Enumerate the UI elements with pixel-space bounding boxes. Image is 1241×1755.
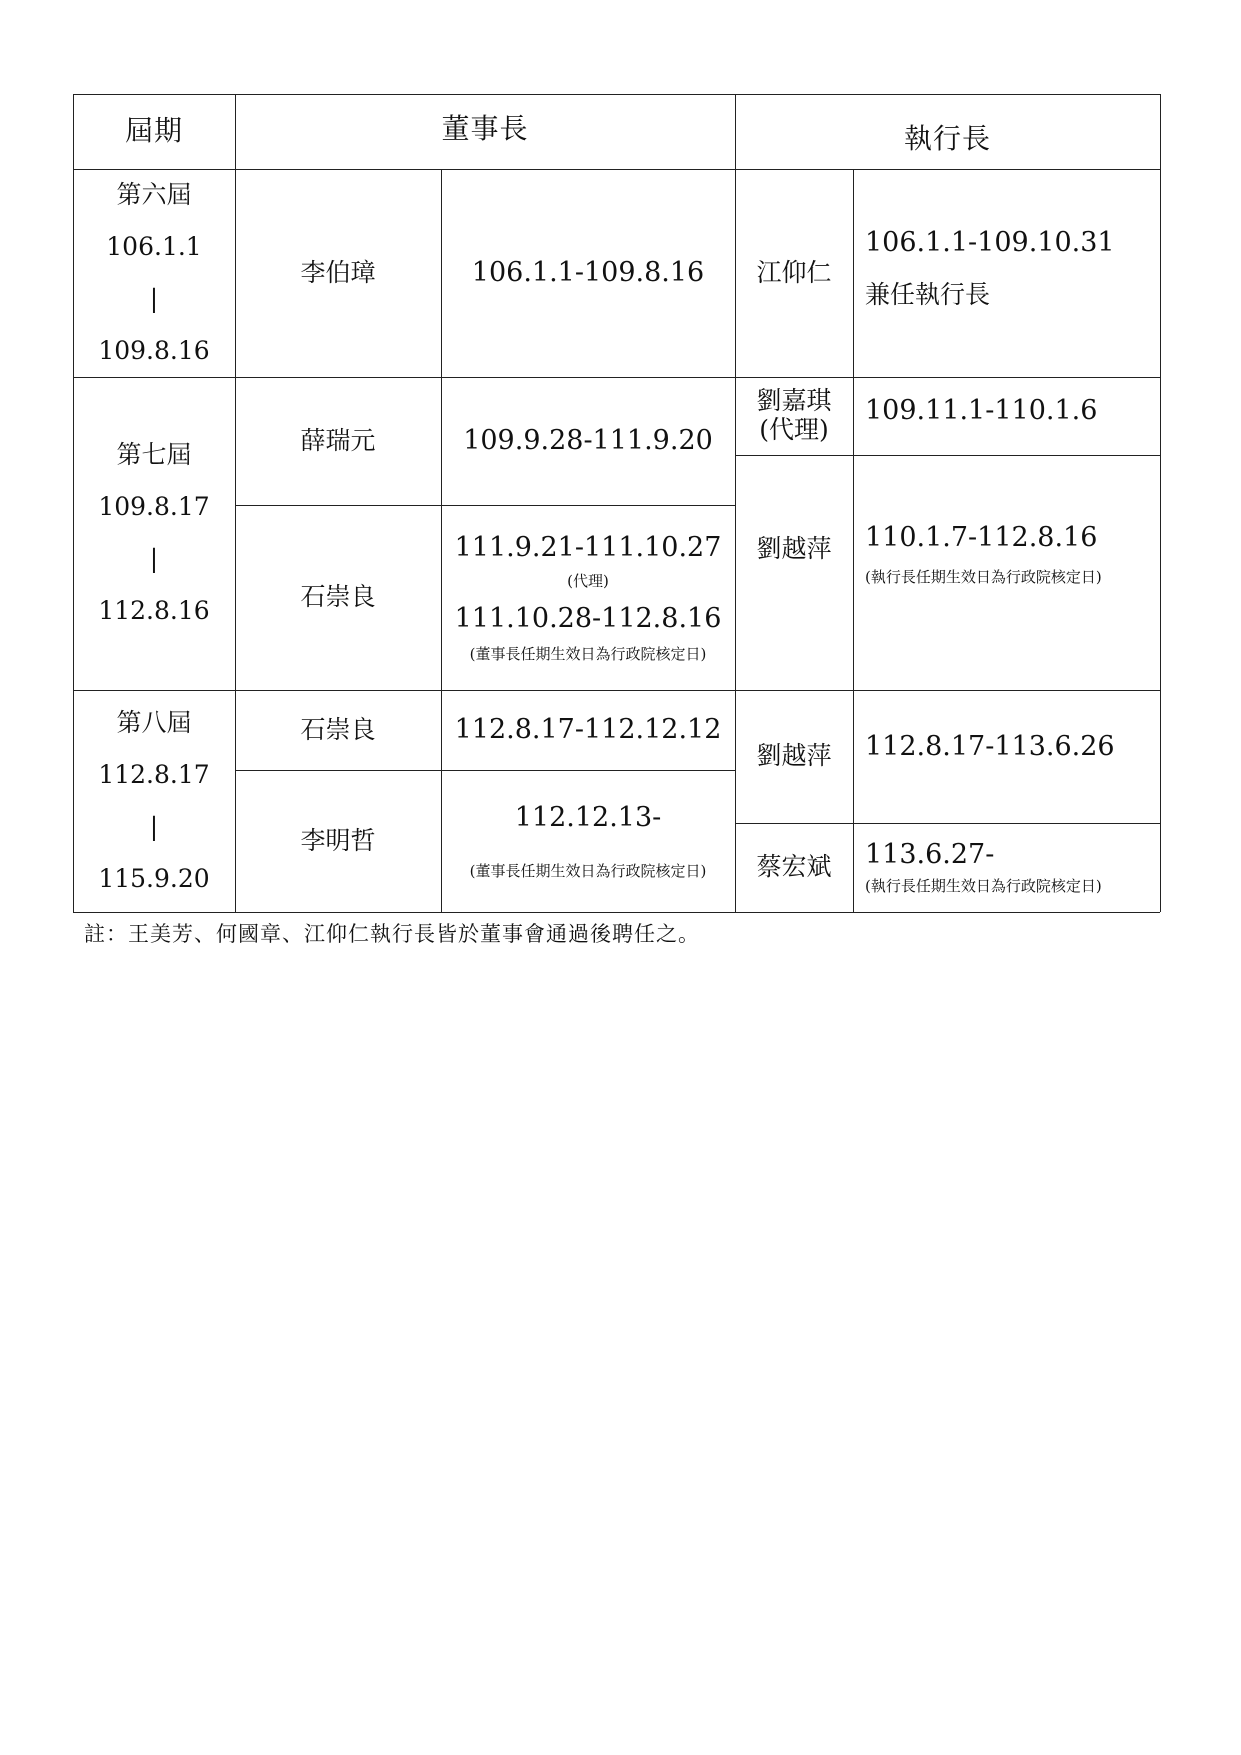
term7-separator: | xyxy=(149,544,159,574)
term8-start: 112.8.17 xyxy=(98,759,210,789)
t7-ceo1-name-cell xyxy=(735,377,853,455)
t7-ceo1-period: 109.11.1-110.1.6 xyxy=(865,395,1098,426)
term7-end: 112.8.16 xyxy=(98,596,210,626)
t7-ceo2-note: (執行長任期生效日為行政院核定日) xyxy=(865,568,1102,587)
t8-ceo2-note: (執行長任期生效日為行政院核定日) xyxy=(865,877,1102,896)
t6-ceo-note: 兼任執行長 xyxy=(865,279,991,309)
term8-label: 第八屆 xyxy=(116,707,192,737)
term8-cell xyxy=(73,690,235,912)
t8-chair1-period: 112.8.17-112.12.12 xyxy=(454,714,722,746)
term7-start: 109.8.17 xyxy=(98,492,210,522)
header-chairman: 董事長 xyxy=(441,111,529,145)
term6-cell xyxy=(73,169,235,377)
term8-end: 115.9.20 xyxy=(98,863,210,893)
t8-chair1-name: 石崇良 xyxy=(300,714,376,744)
t7-ceo1-acting: (代理) xyxy=(759,415,829,444)
t8-chair2-name: 李明哲 xyxy=(300,825,376,855)
t7-ceo1-name: 劉嘉琪 xyxy=(756,386,832,416)
t8-ceo2-name: 蔡宏斌 xyxy=(756,852,832,882)
t7-chair2-name: 石崇良 xyxy=(300,582,376,612)
t6-chair-name: 李伯璋 xyxy=(300,257,376,287)
t7-chair2-acting: (代理) xyxy=(567,572,609,591)
t7-chair2-note: (董事長任期生效日為行政院核定日) xyxy=(469,644,707,663)
term7-label: 第七屆 xyxy=(116,440,192,470)
t7-ceo2-period: 110.1.7-112.8.16 xyxy=(865,522,1098,553)
t8-ceo2-period: 113.6.27- xyxy=(865,839,995,871)
term6-separator: | xyxy=(149,283,159,313)
t7-chair2-period-b: 111.10.28-112.8.16 xyxy=(454,602,722,634)
t8-ceo1-period: 112.8.17-113.6.26 xyxy=(865,730,1115,762)
table-border-bottom xyxy=(73,912,1160,913)
table-border-right xyxy=(1160,94,1161,912)
t8-chair2-period: 112.12.13- xyxy=(514,801,662,833)
t8-ceo1-name: 劉越萍 xyxy=(756,741,832,771)
footnote: 註：王美芳、何國章、江仰仁執行長皆於董事會通過後聘任之。 xyxy=(84,922,700,946)
term7-cell xyxy=(73,377,235,690)
t8-ceo2-cell xyxy=(853,823,1160,912)
t6-ceo-period: 106.1.1-109.10.31 xyxy=(865,227,1115,259)
t7-ceo2-cell xyxy=(853,455,1160,690)
term6-label: 第六屆 xyxy=(116,179,192,209)
t6-ceo-name: 江仰仁 xyxy=(756,257,832,287)
t7-chair1-name: 薛瑞元 xyxy=(300,425,376,455)
header-term: 屆期 xyxy=(124,114,183,148)
term6-end: 109.8.16 xyxy=(98,335,210,365)
t8-chair2-note: (董事長任期生效日為行政院核定日) xyxy=(469,861,707,880)
t7-chair1-period: 109.9.28-111.9.20 xyxy=(463,425,713,457)
header-ceo: 執行長 xyxy=(903,122,991,156)
t8-chair2-cell xyxy=(441,770,735,912)
t7-ceo2-name: 劉越萍 xyxy=(756,534,832,563)
term6-start: 106.1.1 xyxy=(106,231,202,261)
term8-separator: | xyxy=(149,811,159,841)
t7-chair2-cell xyxy=(441,505,735,690)
t6-ceo-cell xyxy=(853,169,1160,377)
t7-chair2-period-a: 111.9.21-111.10.27 xyxy=(454,532,722,564)
t6-chair-period: 106.1.1-109.8.16 xyxy=(471,257,705,289)
